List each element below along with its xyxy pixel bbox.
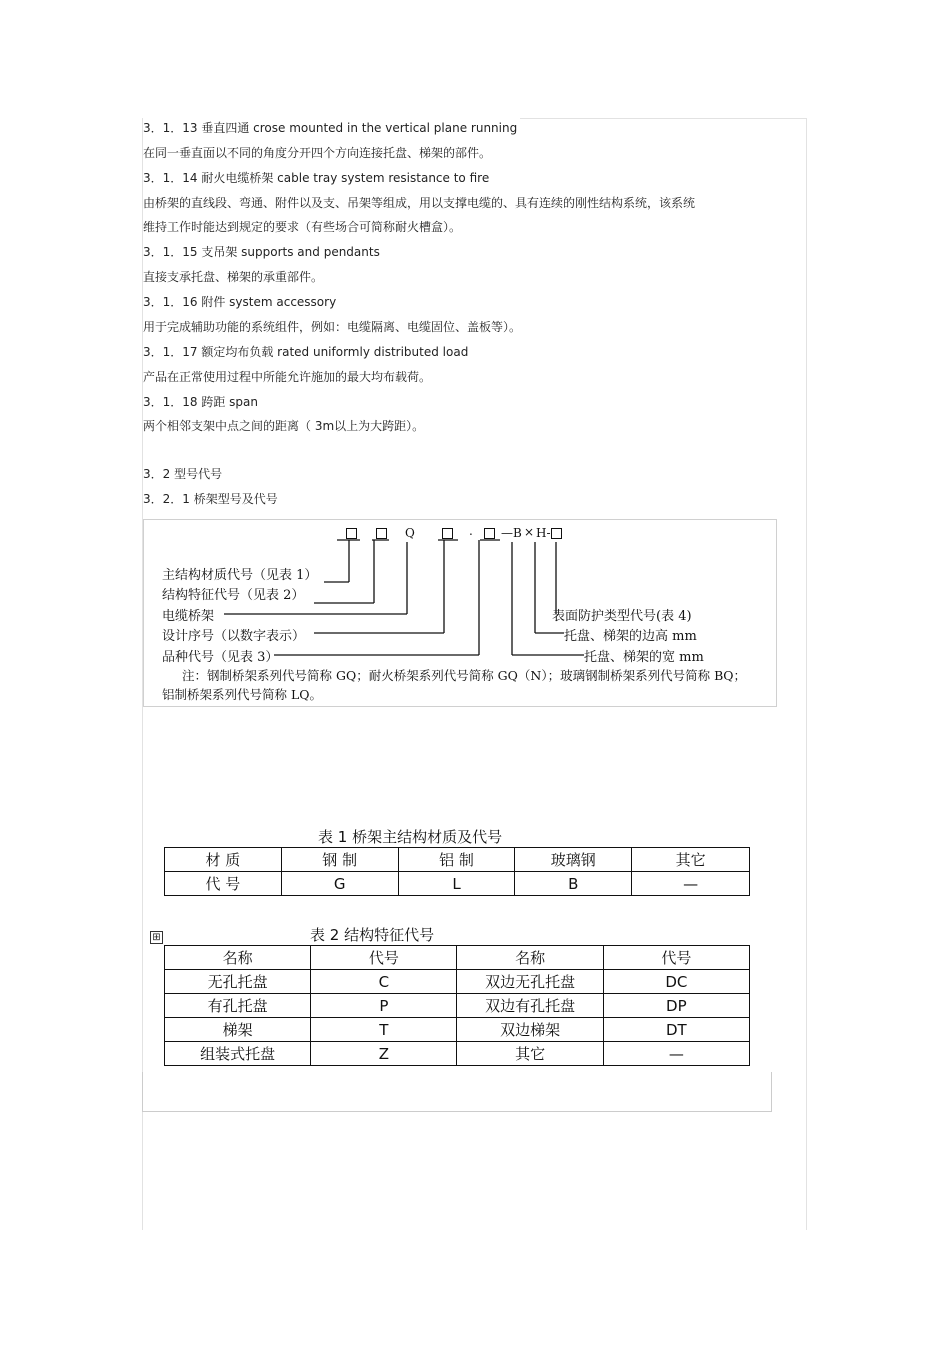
code-letter-b: —B — [501, 526, 522, 540]
table-cell: DT — [603, 1018, 749, 1042]
code-box-1 — [346, 528, 357, 539]
page-frame-right — [806, 118, 807, 1230]
table-move-handle-icon[interactable]: ⊞ — [150, 931, 163, 944]
code-letter-q: Q — [405, 526, 415, 540]
label-surface-protection: 表面防护类型代号(表 4) — [552, 609, 692, 624]
table-row — [165, 872, 750, 896]
section-heading-3-1-18: 3．1．18 跨距 span — [143, 395, 258, 409]
section-body: 由桥架的直线段、弯通、附件以及支、吊架等组成，用以支撑电缆的、具有连续的刚性结构系统，该系统 — [143, 196, 696, 210]
section-body: 产品在正常使用过程中所能允许施加的最大均布载荷。 — [143, 370, 432, 384]
table-cell: 钢 制 — [281, 848, 398, 872]
table-row — [165, 848, 750, 872]
section-heading-3-1-16: 3．1．16 附件 system accessory — [143, 295, 337, 309]
table-cell: P — [311, 994, 457, 1018]
section-heading-3-1-14: 3．1．14 耐火电缆桥架 cable tray system resistance to fire — [143, 171, 490, 185]
label-variety-code: 品种代号（见表 3） — [162, 650, 279, 665]
section-heading-3-1-17: 3．1．17 额定均布负载 rated uniformly distributed load — [143, 345, 469, 359]
label-design-serial: 设计序号（以数字表示） — [162, 629, 306, 644]
table-row — [165, 994, 750, 1018]
code-box-2 — [376, 528, 387, 539]
table-cell: B — [515, 872, 632, 896]
table-cell: 其它 — [632, 848, 750, 872]
table1-material-codes — [164, 847, 750, 896]
table-cell: 玻璃钢 — [515, 848, 632, 872]
table-cell: — — [603, 1042, 749, 1066]
page-frame-top — [520, 118, 807, 119]
section-heading-3-1-13: 3．1．13 垂直四通 crose mounted in the vertical plane running — [143, 121, 518, 135]
table2-caption: 表 2 结构特征代号 — [310, 926, 435, 944]
table-row — [165, 1018, 750, 1042]
table-cell: 代 号 — [165, 872, 282, 896]
table-cell: DP — [603, 994, 749, 1018]
table-cell: L — [398, 872, 515, 896]
table-cell: DC — [603, 970, 749, 994]
section-body: 直接支承托盘、梯架的承重部件。 — [143, 270, 324, 284]
image-frame-bottom — [142, 1111, 772, 1112]
section-body: 两个相邻支架中点之间的距离（ 3m以上为大跨距）。 — [143, 419, 425, 433]
diagram-note-line2: 铝制桥架系列代号简称 LQ。 — [162, 687, 323, 702]
code-dot: . — [469, 524, 473, 538]
table-cell: 双边无孔托盘 — [457, 970, 603, 994]
label-structure-code: 结构特征代号（见表 2） — [162, 588, 305, 603]
table-cell: 名称 — [165, 946, 311, 970]
label-cable-tray: 电缆桥架 — [162, 609, 215, 624]
table-cell: — — [632, 872, 750, 896]
table-row — [165, 970, 750, 994]
table-cell: 代号 — [603, 946, 749, 970]
table-row — [165, 946, 750, 970]
section-body: 在同一垂直面以不同的角度分开四个方向连接托盘、梯架的部件。 — [143, 146, 492, 160]
model-code-diagram — [143, 519, 777, 707]
table-cell: C — [311, 970, 457, 994]
table2-structure-codes — [164, 945, 750, 1066]
table1-caption: 表 1 桥架主结构材质及代号 — [318, 828, 503, 846]
code-box-5 — [551, 528, 562, 539]
table-cell: 其它 — [457, 1042, 603, 1066]
table-cell: G — [281, 872, 398, 896]
diagram-note-line1: 注：钢制桥架系列代号简称 GQ；耐火桥架系列代号简称 GQ（N）；玻璃钢制桥架系列代号简称 BQ； — [182, 668, 747, 683]
code-times: × — [524, 525, 535, 539]
image-frame-right — [771, 1072, 772, 1112]
code-letter-h: H- — [536, 526, 551, 540]
table-cell: 无孔托盘 — [165, 970, 311, 994]
section-heading-3-2: 3．2 型号代号 — [143, 467, 223, 481]
section-heading-3-2-1: 3．2．1 桥架型号及代号 — [143, 492, 278, 506]
section-body: 用于完成辅助功能的系统组件，例如：电缆隔离、电缆固位、盖板等）。 — [143, 320, 522, 334]
table-cell: Z — [311, 1042, 457, 1066]
table-cell: 双边梯架 — [457, 1018, 603, 1042]
code-box-4 — [484, 528, 495, 539]
table-cell: 有孔托盘 — [165, 994, 311, 1018]
table-cell: 名称 — [457, 946, 603, 970]
label-material-code: 主结构材质代号（见表 1） — [162, 568, 318, 583]
label-side-height: 托盘、梯架的边高 mm — [564, 629, 697, 644]
table-cell: 代号 — [311, 946, 457, 970]
section-body: 维持工作时能达到规定的要求（有些场合可简称耐火槽盒）。 — [143, 220, 462, 234]
table-cell: 铝 制 — [398, 848, 515, 872]
section-heading-3-1-15: 3．1．15 支吊架 supports and pendants — [143, 245, 380, 259]
label-width: 托盘、梯架的宽 mm — [584, 650, 704, 665]
table-cell: 梯架 — [165, 1018, 311, 1042]
image-frame-left — [142, 1072, 143, 1112]
table-cell: T — [311, 1018, 457, 1042]
table-cell: 双边有孔托盘 — [457, 994, 603, 1018]
table-cell: 材 质 — [165, 848, 282, 872]
table-cell: 组装式托盘 — [165, 1042, 311, 1066]
code-box-3 — [442, 528, 453, 539]
table-row — [165, 1042, 750, 1066]
